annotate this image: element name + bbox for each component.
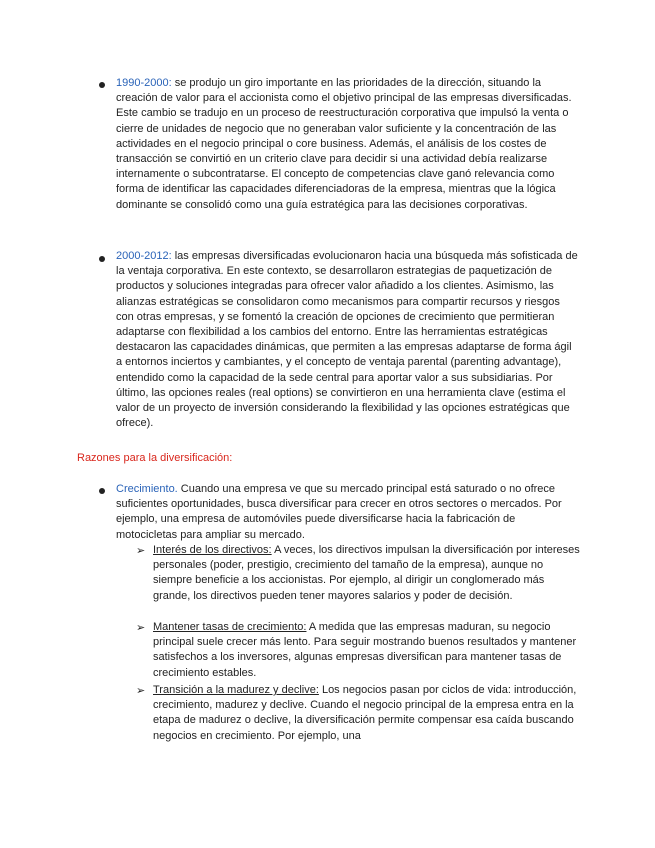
arrow-bullet-icon: ➢ (136, 684, 146, 697)
growth-paragraph (116, 482, 566, 543)
subitem-interes-directivos (153, 543, 581, 604)
bullet-dot-icon (99, 82, 105, 88)
subitem-label: Mantener tasas de crecimiento: (153, 621, 307, 633)
period-label: 2000-2012: (116, 250, 172, 262)
bullet-dot-icon (99, 256, 105, 262)
subitem-mantener-tasas (153, 620, 581, 681)
period-text: se produjo un giro importante en las prioridades de la dirección, situando la creación de valor para el accionista como el objetivo principal de las empresas diversificadas. Este cambio se tradujo en un proceso de reestructuración corporativa que impulsó la venta o cierre de unidades de negocio que no generaban valor suficiente y la concentración de las actividades en el negocio principal o core business. Además, el análisis de los costes de transacción se convirtió en un criterio clave para decidir si una actividad debía realizarse internamente o subcontratarse. El concepto de competencias clave ganó relevancia como forma de identificar las capacidades diferenciadoras de la empresa, mientras que la lógica dominante se consolidó como una guía estratégica para las decisiones corporativas. (116, 77, 572, 211)
subitem-label: Interés de los directivos: (153, 544, 272, 556)
period-2000-2012-paragraph (116, 249, 578, 431)
period-label: 1990-2000: (116, 77, 172, 89)
period-1990-2000-paragraph (116, 76, 578, 213)
bullet-dot-icon (99, 488, 105, 494)
subitem-text: A veces, los directivos impulsan la diversificación por intereses personales (poder, prestigio, crecimiento del tamaño de la empresa), aunque no siempre beneficie a los accionistas. Por ejemplo, al dirigir un conglomerado más grande, los directivos pueden tener mayores salarios y poder de decisión. (153, 544, 580, 602)
section-heading: Razones para la diversificación: (77, 452, 233, 464)
arrow-bullet-icon: ➢ (136, 621, 146, 634)
subitem-transicion-madurez (153, 683, 581, 744)
subitem-text: Los negocios pasan por ciclos de vida: introducción, crecimiento, madurez y declive. Cuando el negocio principal de la empresa entra en la etapa de madurez o declive, la diversificación permite compensar esa caída buscando negocios en crecimiento. Por ejemplo, una (153, 684, 577, 742)
arrow-bullet-icon: ➢ (136, 544, 146, 557)
subitem-text: A medida que las empresas maduran, su negocio principal suele crecer más lento. Para seguir mostrando buenos resultados y mantener satisfechos a los inversores, algunas empresas diversifican para mantener tasas de crecimiento estables. (153, 621, 577, 679)
growth-text: Cuando una empresa ve que su mercado principal está saturado o no ofrece suficientes oportunidades, busca diversificar para crecer en otros sectores o mercados. Por ejemplo, una empresa de automóviles puede diversificarse hacia la fabricación de motocicletas para ampliar su mercado. (116, 483, 562, 541)
subitem-label: Transición a la madurez y declive: (153, 684, 319, 696)
growth-label: Crecimiento. (116, 483, 178, 495)
period-text: las empresas diversificadas evolucionaron hacia una búsqueda más sofisticada de la ventaja corporativa. En este contexto, se desarrollaron estrategias de paquetización de productos y soluciones integradas para ofrecer valor añadido a los clientes. Asimismo, las alianzas estratégicas se consolidaron como mecanismos para compartir recursos y riesgos con otras empresas, y se fomentó la creación de opciones de crecimiento que permitieran adaptarse con flexibilidad a los cambios del entorno. Entre las herramientas estratégicas destacaron las capacidades dinámicas, que permiten a las empresas adaptarse de forma ágil a entornos inciertos y cambiantes, y el concepto de ventaja parental (parenting advantage), entendido como la capacidad de la sede central para aportar valor a sus subsidiarias. Por último, las opciones reales (real options) se convirtieron en una herramienta clave (estima el valor de un proyecto de inversión considerando la flexibilidad y las opciones estratégicas que ofrece). (116, 250, 578, 430)
